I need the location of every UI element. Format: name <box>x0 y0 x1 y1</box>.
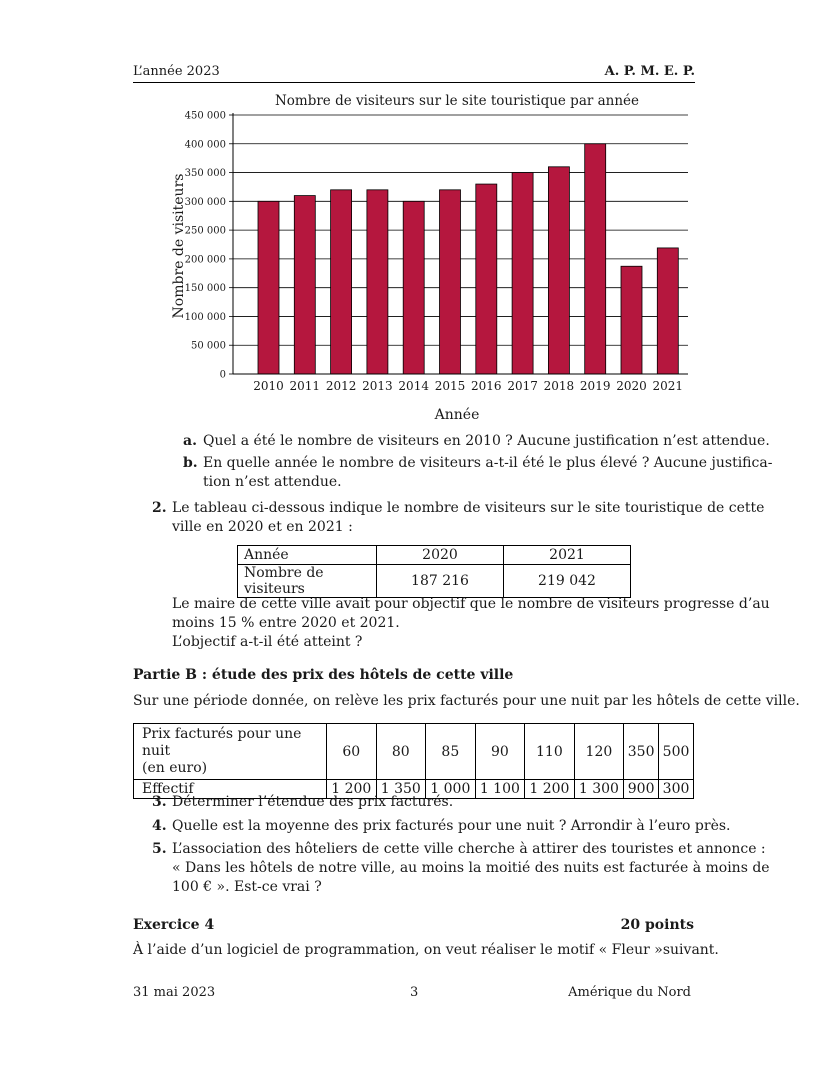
question-4-number: 4. <box>152 818 167 834</box>
question-4-text: Quelle est la moyenne des prix facturés pour une nuit ? Arrondir à l’euro près. <box>172 818 731 834</box>
table-cell: 1 000 <box>426 780 476 799</box>
y-tick-label: 300 000 <box>184 196 226 208</box>
x-tick-label: 2019 <box>579 379 611 393</box>
x-tick-label: 2021 <box>652 379 684 393</box>
table-cell: 350 <box>624 724 659 780</box>
question-b-label: b. <box>183 455 198 471</box>
y-tick-label: 50 000 <box>191 340 226 352</box>
question-3-text: Déterminer l’étendue des prix facturés. <box>172 794 454 810</box>
y-tick-label: 350 000 <box>184 168 226 180</box>
table-cell: Année <box>238 546 377 565</box>
bar <box>657 248 678 374</box>
bar <box>621 266 642 374</box>
x-tick-label: 2018 <box>543 379 575 393</box>
table-cell: 90 <box>475 724 525 780</box>
table-cell: 1 200 <box>327 780 377 799</box>
footer-page-number: 3 <box>410 985 419 1000</box>
table-cell: 1 200 <box>525 780 575 799</box>
question-b-cont: tion n’est attendue. <box>203 474 342 490</box>
question-2-after-1: Le maire de cette ville avait pour objectif que le nombre de visiteurs progresse d’au <box>172 596 770 612</box>
bar <box>367 190 388 374</box>
question-2-line1: Le tableau ci-dessous indique le nombre de visiteurs sur le site touristique de cette <box>172 500 765 516</box>
chart-y-ticks <box>185 111 233 381</box>
x-tick-label: 2017 <box>507 379 538 393</box>
exercise-4-points: 20 points <box>620 917 694 933</box>
table-cell: 120 <box>574 724 624 780</box>
exercise-4-text: À l’aide d’un logiciel de programmation, on veut réaliser le motif « Fleur »suivant. <box>133 942 719 958</box>
y-tick-label: 100 000 <box>184 311 226 323</box>
question-3-number: 3. <box>152 794 167 810</box>
question-2 <box>152 498 764 518</box>
bar <box>331 190 352 374</box>
bar <box>258 201 279 374</box>
chart-y-axis-label: Nombre de visiteurs <box>171 173 187 319</box>
x-tick-label: 2011 <box>289 379 321 393</box>
price-label-line1: Prix facturés pour une nuit <box>142 726 302 759</box>
question-a-text: Quel a été le nombre de visiteurs en 2010 ? Aucune justification n’est attendue. <box>203 433 770 449</box>
question-5-line3: 100 € ». Est-ce vrai ? <box>172 879 322 895</box>
table-cell: 187 216 <box>377 565 504 598</box>
page-header <box>133 64 695 83</box>
header-year: L’année 2023 <box>133 64 220 79</box>
y-tick-label: 400 000 <box>184 139 226 151</box>
question-5-line1: L’association des hôteliers de cette ville cherche à attirer des touristes et annonce : <box>172 841 766 857</box>
part-b-title: Partie B : étude des prix des hôtels de cette ville <box>133 667 514 683</box>
y-tick-label: 150 000 <box>184 283 226 295</box>
table-row <box>238 546 631 565</box>
question-2-line2: ville en 2020 et en 2021 : <box>172 519 353 535</box>
bar <box>403 201 424 374</box>
chart-x-ticks <box>253 379 683 393</box>
prices-table <box>133 723 694 799</box>
question-a <box>183 431 770 451</box>
question-b <box>183 453 772 473</box>
table-row <box>238 565 631 598</box>
question-2-number: 2. <box>152 500 167 516</box>
table-cell: 85 <box>426 724 476 780</box>
question-5 <box>152 839 766 859</box>
table-cell: Nombre de visiteurs <box>238 565 377 598</box>
footer-location: Amérique du Nord <box>568 985 691 1000</box>
bar <box>294 196 315 374</box>
header-apmep: A. P. M. E. P. <box>604 64 695 79</box>
x-tick-label: 2013 <box>362 379 393 393</box>
y-tick-label: 200 000 <box>184 254 226 266</box>
y-tick-label: 250 000 <box>184 225 226 237</box>
footer-date: 31 mai 2023 <box>133 985 216 1000</box>
table-cell: 500 <box>659 724 694 780</box>
x-tick-label: 2016 <box>471 379 502 393</box>
table-cell: 900 <box>624 780 659 799</box>
bar <box>512 173 533 374</box>
table-cell: 80 <box>376 724 426 780</box>
visitors-table <box>237 545 631 598</box>
bar <box>476 184 497 374</box>
table-cell: 2020 <box>377 546 504 565</box>
table-cell: 1 350 <box>376 780 426 799</box>
question-2-after-3: L’objectif a-t-il été atteint ? <box>172 634 363 650</box>
table-cell: 2021 <box>504 546 631 565</box>
table-cell: 110 <box>525 724 575 780</box>
table-cell: Effectif <box>134 780 327 799</box>
question-5-number: 5. <box>152 841 167 857</box>
y-tick-label: 450 000 <box>184 110 226 122</box>
question-5-line2: « Dans les hôtels de notre ville, au moins la moitié des nuits est facturée à moins de <box>172 860 770 876</box>
bar <box>585 144 606 374</box>
question-2-after-2: moins 15 % entre 2020 et 2021. <box>172 615 400 631</box>
part-b-intro: Sur une période donnée, on relève les prix facturés pour une nuit par les hôtels de cette ville. <box>133 693 800 709</box>
chart-x-axis-label: Année <box>434 407 480 423</box>
table-cell: 300 <box>659 780 694 799</box>
question-4 <box>152 816 731 836</box>
table-cell: 1 100 <box>475 780 525 799</box>
chart-title: Nombre de visiteurs sur le site touristique par année <box>274 93 640 109</box>
price-label-line2: (en euro) <box>142 760 208 776</box>
table-cell: 60 <box>327 724 377 780</box>
bar-chart <box>160 86 700 426</box>
x-tick-label: 2010 <box>253 379 284 393</box>
x-tick-label: 2015 <box>434 379 466 393</box>
table-row <box>134 724 694 780</box>
table-cell: 1 300 <box>574 780 624 799</box>
bar <box>440 190 461 374</box>
y-tick-label: 0 <box>219 369 226 381</box>
x-tick-label: 2014 <box>398 379 429 393</box>
exercise-4-title: Exercice 4 <box>133 917 215 933</box>
x-tick-label: 2012 <box>325 379 357 393</box>
question-a-label: a. <box>183 433 197 449</box>
bar <box>548 167 569 374</box>
table-cell: 219 042 <box>504 565 631 598</box>
question-b-text-1: En quelle année le nombre de visiteurs a-t-il été le plus élevé ? Aucune justifica- <box>203 455 773 471</box>
question-3 <box>152 792 453 812</box>
table-cell <box>134 724 327 780</box>
x-tick-label: 2020 <box>616 379 647 393</box>
